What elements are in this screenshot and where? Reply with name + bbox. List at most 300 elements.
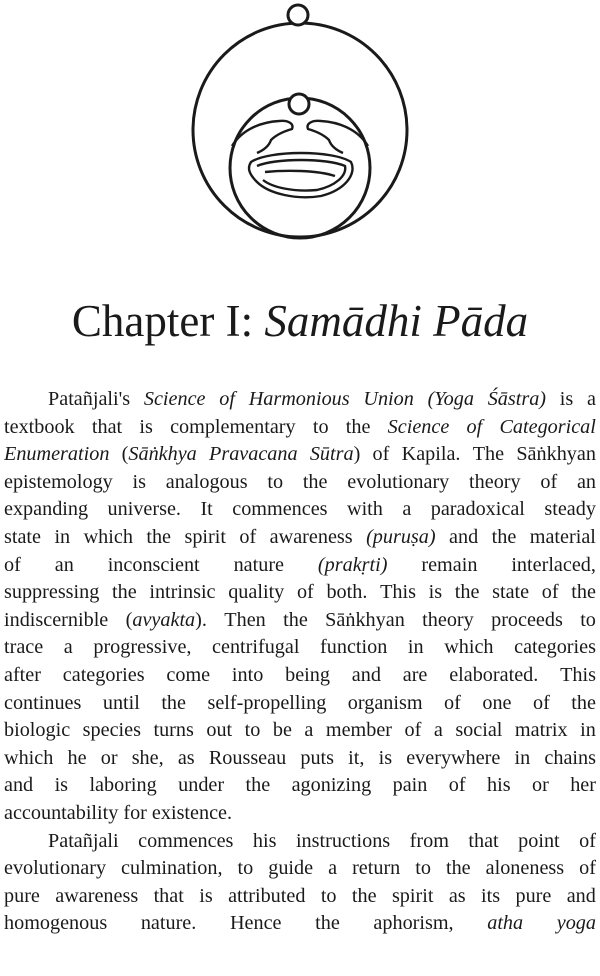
- word: [55, 552, 74, 580]
- word: [487, 772, 511, 800]
- word-fragment: is: [559, 388, 574, 410]
- word: [514, 634, 596, 662]
- text-line: [4, 717, 596, 745]
- word: [313, 414, 329, 442]
- word: [388, 414, 450, 442]
- text-line: [4, 496, 596, 524]
- word-fragment: come: [166, 663, 211, 686]
- word: [206, 717, 232, 745]
- word-fragment: aloneness: [485, 857, 565, 880]
- word-fragment: Sāṅkhya: [128, 443, 197, 466]
- word: [138, 828, 233, 856]
- word: [304, 717, 313, 745]
- chapter-emblem-illustration: [185, 0, 415, 240]
- word: [4, 745, 53, 773]
- text-line: [4, 855, 596, 883]
- word-fragment: of: [579, 829, 596, 852]
- word: [166, 662, 210, 690]
- word-fragment: steady: [544, 498, 596, 521]
- text-line: [4, 441, 596, 469]
- word: [207, 690, 326, 718]
- word-fragment: species: [82, 719, 141, 742]
- word-fragment: avyakta: [132, 608, 196, 631]
- word: [108, 552, 200, 580]
- word-fragment: is: [428, 581, 443, 604]
- word-fragment: pain: [392, 774, 428, 797]
- word: [139, 414, 152, 442]
- chapter-title: [0, 292, 600, 350]
- word-fragment: a: [402, 498, 412, 521]
- word-fragment: is: [132, 470, 146, 493]
- word-fragment: evolutionary: [4, 857, 107, 880]
- word-fragment: existence.: [151, 801, 233, 824]
- text-line: [4, 579, 596, 607]
- word: [449, 883, 466, 911]
- word: [410, 828, 449, 856]
- word-fragment: progressive,: [93, 636, 192, 659]
- word: [4, 634, 43, 662]
- word: [4, 414, 75, 442]
- word-fragment: commences: [232, 498, 328, 521]
- word-fragment: point: [518, 829, 560, 852]
- word: [392, 883, 434, 911]
- chapter-title-italic: Samādhi Pāda: [264, 296, 529, 346]
- word: [63, 662, 145, 690]
- word-fragment: the: [571, 581, 596, 604]
- word-fragment: Rousseau: [208, 746, 287, 769]
- word-fragment: evolutionary: [347, 470, 450, 493]
- word: [532, 772, 549, 800]
- word: [415, 855, 431, 883]
- word-fragment: and: [4, 774, 34, 797]
- word: [253, 828, 277, 856]
- word: [492, 524, 517, 552]
- word: [346, 414, 371, 442]
- word: [199, 883, 212, 911]
- word-fragment: laboring: [89, 774, 157, 797]
- word: [224, 607, 265, 635]
- word-fragment: aphorism,: [373, 912, 454, 935]
- word: [515, 883, 551, 911]
- word-fragment: intrinsic: [149, 581, 216, 604]
- word: [4, 717, 70, 745]
- word: [230, 910, 282, 938]
- word: [469, 469, 521, 497]
- word-fragment: which: [4, 746, 54, 769]
- word: [4, 883, 40, 911]
- word: [297, 579, 314, 607]
- word: [285, 662, 330, 690]
- text-line: [4, 524, 596, 552]
- word-fragment: accountability: [4, 801, 119, 824]
- word-fragment: the: [112, 581, 137, 604]
- word-fragment: categories: [62, 663, 145, 686]
- word: [84, 524, 133, 552]
- word-fragment: is: [139, 415, 153, 438]
- word: [455, 717, 502, 745]
- word: [4, 690, 81, 718]
- word: [132, 745, 164, 773]
- word-fragment: of: [541, 581, 559, 604]
- word-fragment: Sāṅkhyan: [516, 443, 596, 466]
- word: [246, 772, 271, 800]
- word: [348, 745, 364, 773]
- word: [577, 469, 596, 497]
- word: [122, 441, 197, 469]
- text-line: [4, 800, 596, 828]
- word: [328, 855, 337, 883]
- word: [178, 772, 224, 800]
- word-fragment: Kapila.: [401, 443, 461, 466]
- word-fragment: Sāṅkhyan: [325, 608, 405, 631]
- word: [54, 524, 70, 552]
- word-fragment: the: [454, 581, 480, 604]
- word-fragment: social: [455, 719, 503, 742]
- word-fragment: to: [415, 857, 431, 880]
- word-fragment: the: [445, 857, 471, 880]
- word: [579, 828, 596, 856]
- word: [83, 717, 141, 745]
- word: [232, 662, 263, 690]
- paragraph: [4, 828, 596, 938]
- word-fragment: Sūtra: [309, 443, 354, 466]
- word-fragment: trace: [4, 636, 44, 659]
- word-fragment: everywhere: [406, 746, 501, 769]
- word: [348, 690, 423, 718]
- word: [544, 496, 596, 524]
- word-fragment: universe.: [107, 498, 181, 521]
- word: [560, 662, 596, 690]
- emblem-outer-circle: [193, 23, 407, 237]
- word-fragment: which: [444, 636, 494, 659]
- word: [152, 800, 232, 828]
- word-fragment: and: [449, 525, 479, 548]
- word: [373, 910, 453, 938]
- word-fragment: suppressing: [4, 581, 100, 604]
- word-fragment: of: [444, 691, 461, 714]
- word-fragment: until: [102, 691, 140, 714]
- word-fragment: the: [283, 608, 308, 631]
- word: [310, 441, 360, 469]
- word: [232, 496, 327, 524]
- word-fragment: remain: [421, 553, 478, 576]
- word: [579, 855, 596, 883]
- word: [121, 855, 222, 883]
- word: [153, 717, 193, 745]
- word-fragment: puts: [300, 746, 335, 769]
- text-line: [4, 386, 596, 414]
- word-fragment: in: [580, 719, 596, 742]
- word-fragment: to: [244, 719, 261, 742]
- word: [170, 414, 296, 442]
- word: [446, 855, 471, 883]
- word: [468, 828, 498, 856]
- word: [4, 855, 106, 883]
- word: [212, 634, 299, 662]
- word: [318, 552, 388, 580]
- word: [149, 579, 215, 607]
- word-fragment: and: [566, 884, 596, 907]
- word: [486, 855, 564, 883]
- word-fragment: (prakṛti): [317, 553, 388, 576]
- word-fragment: yoga: [556, 912, 596, 935]
- word: [429, 579, 442, 607]
- word-fragment: her: [570, 774, 596, 797]
- word: [587, 386, 596, 414]
- word-fragment: being: [285, 663, 330, 686]
- word-fragment: analogous: [165, 470, 248, 493]
- word-fragment: Science: [143, 388, 206, 410]
- word-fragment: Hence: [229, 912, 282, 935]
- word: [428, 386, 474, 414]
- word-fragment: chains: [544, 746, 596, 769]
- word-fragment: textbook: [4, 415, 75, 438]
- word: [68, 745, 87, 773]
- word-fragment: quality: [228, 581, 285, 604]
- word-fragment: under: [178, 774, 225, 797]
- word-fragment: of: [219, 388, 235, 410]
- word: [326, 717, 392, 745]
- chapter-title-prefix: Chapter I:: [71, 296, 265, 346]
- word-fragment: to: [267, 470, 284, 493]
- word: [449, 662, 538, 690]
- word: [108, 496, 181, 524]
- word-fragment: is: [54, 774, 69, 797]
- word: [64, 634, 73, 662]
- word: [249, 386, 350, 414]
- word: [4, 772, 33, 800]
- word: [379, 745, 392, 773]
- word: [542, 579, 559, 607]
- word-fragment: a: [304, 719, 314, 742]
- word-fragment: the: [351, 884, 377, 907]
- word-fragment: commences: [138, 829, 234, 852]
- word: [422, 607, 474, 635]
- word: [518, 828, 560, 856]
- word-fragment: out: [206, 719, 233, 742]
- word-fragment: guide: [268, 857, 314, 880]
- word: [557, 910, 596, 938]
- word-fragment: nature: [233, 553, 285, 576]
- word-fragment: instructions: [295, 829, 391, 852]
- word: [4, 469, 113, 497]
- word: [431, 496, 525, 524]
- word: [146, 524, 171, 552]
- word-fragment: Harmonious: [248, 388, 350, 410]
- word-fragment: and: [351, 663, 381, 686]
- word: [4, 662, 41, 690]
- word-fragment: in: [54, 525, 71, 548]
- word-fragment: the: [161, 691, 186, 714]
- text-line: [4, 772, 596, 800]
- word: [166, 469, 248, 497]
- word-fragment: the: [571, 691, 596, 714]
- word: [405, 717, 422, 745]
- word: [325, 607, 405, 635]
- word-fragment: which: [83, 525, 133, 548]
- word: [273, 717, 292, 745]
- word-fragment: awareness: [55, 884, 139, 907]
- word-fragment: (puruṣa): [366, 525, 436, 548]
- word-fragment: This: [560, 663, 596, 686]
- word: [402, 441, 461, 469]
- word: [209, 441, 298, 469]
- word: [283, 607, 308, 635]
- word-fragment: self-propelling: [207, 691, 327, 714]
- word-fragment: of: [466, 415, 483, 438]
- word: [533, 690, 550, 718]
- word-fragment: return: [352, 857, 401, 880]
- text-line: [4, 883, 596, 911]
- word-fragment: spirit: [184, 525, 226, 548]
- word-fragment: awareness: [269, 525, 353, 548]
- word-fragment: an: [54, 553, 74, 576]
- word: [444, 690, 461, 718]
- paragraph: [4, 386, 596, 828]
- word-fragment: a: [433, 719, 443, 742]
- chapter-body-text: [4, 386, 596, 938]
- word: [567, 883, 596, 911]
- word-fragment: complementary: [170, 415, 296, 438]
- text-line: [4, 745, 596, 773]
- word-fragment: Patañjali's: [48, 388, 131, 410]
- word: [101, 745, 118, 773]
- word: [141, 910, 197, 938]
- word-fragment: nature.: [140, 912, 197, 935]
- word-fragment: state: [4, 525, 41, 548]
- word: [154, 883, 184, 911]
- word: [540, 469, 557, 497]
- word-fragment: biologic: [4, 719, 71, 742]
- word-fragment: pure: [515, 884, 552, 907]
- word-fragment: paradoxical: [430, 498, 525, 521]
- word: [92, 414, 122, 442]
- word: [4, 910, 107, 938]
- word-fragment: he: [67, 746, 87, 769]
- word: [315, 910, 340, 938]
- word-fragment: theory: [422, 608, 474, 631]
- word: [352, 883, 377, 911]
- word-fragment: proceeds: [491, 608, 563, 631]
- word: [402, 496, 411, 524]
- word: [4, 800, 118, 828]
- word: [292, 772, 372, 800]
- word: [93, 634, 191, 662]
- word: [4, 607, 108, 635]
- text-line: [4, 828, 596, 856]
- text-line: [4, 634, 596, 662]
- word: [4, 579, 99, 607]
- word-fragment: that: [153, 884, 184, 907]
- word-fragment: of: [579, 857, 596, 880]
- word-fragment: the: [245, 774, 271, 797]
- word: [455, 579, 480, 607]
- word: [352, 662, 381, 690]
- word-fragment: in: [514, 746, 531, 769]
- word: [560, 386, 573, 414]
- word: [178, 745, 195, 773]
- word-fragment: for: [123, 801, 147, 824]
- word-fragment: a: [586, 388, 596, 410]
- word: [570, 772, 596, 800]
- word-fragment: It: [200, 498, 213, 521]
- text-line: [4, 607, 596, 635]
- word-fragment: that: [91, 415, 123, 438]
- word: [270, 524, 353, 552]
- word-fragment: atha: [487, 912, 524, 935]
- emblem-inner-circle: [230, 98, 370, 238]
- word: [515, 717, 568, 745]
- word: [239, 524, 256, 552]
- word: [4, 496, 88, 524]
- word-fragment: Śāstra): [487, 388, 547, 410]
- word-fragment: an: [576, 470, 596, 493]
- word-fragment: the: [146, 525, 172, 548]
- word-fragment: categories: [514, 636, 596, 659]
- word-fragment: a: [63, 636, 73, 659]
- word-fragment: the: [491, 525, 517, 548]
- word-fragment: to: [580, 608, 596, 631]
- word-fragment: of: [372, 443, 390, 466]
- word: [544, 745, 596, 773]
- word: [4, 441, 109, 469]
- word: [228, 883, 305, 911]
- word: [200, 496, 212, 524]
- word: [133, 469, 146, 497]
- word-fragment: his: [252, 829, 277, 852]
- word: [580, 717, 596, 745]
- word-fragment: a: [328, 857, 338, 880]
- word: [123, 800, 147, 828]
- word: [48, 828, 119, 856]
- text-line: [4, 662, 596, 690]
- word-fragment: after: [4, 663, 41, 686]
- word: [366, 524, 436, 552]
- word-fragment: epistemology: [4, 470, 113, 493]
- text-line: [4, 552, 596, 580]
- word: [55, 883, 138, 911]
- word-fragment: spirit: [391, 884, 434, 907]
- word-fragment: be: [272, 719, 292, 742]
- word-fragment: its: [481, 884, 501, 907]
- word-fragment: state: [492, 581, 530, 604]
- word: [511, 552, 596, 580]
- word-fragment: in: [407, 636, 424, 659]
- word-fragment: the: [345, 415, 371, 438]
- word-fragment: theory: [469, 470, 521, 493]
- text-line: [4, 910, 596, 938]
- word: [89, 772, 156, 800]
- word-fragment: (Yoga: [427, 388, 474, 410]
- word: [228, 579, 284, 607]
- word-fragment: it,: [348, 746, 365, 769]
- word: [209, 745, 286, 773]
- word: [516, 441, 596, 469]
- word-fragment: both.: [326, 581, 368, 604]
- word-fragment: of: [239, 525, 257, 548]
- word: [300, 745, 334, 773]
- word-fragment: indiscernible: [4, 608, 109, 631]
- word-fragment: as: [448, 884, 466, 907]
- word: [363, 386, 413, 414]
- word-fragment: of: [4, 553, 21, 576]
- word-fragment: Patañjali: [48, 829, 119, 852]
- word-fragment: of: [404, 719, 422, 742]
- word: [515, 745, 531, 773]
- word-fragment: Then: [224, 608, 266, 631]
- word: [492, 579, 529, 607]
- word-fragment: ): [353, 443, 361, 466]
